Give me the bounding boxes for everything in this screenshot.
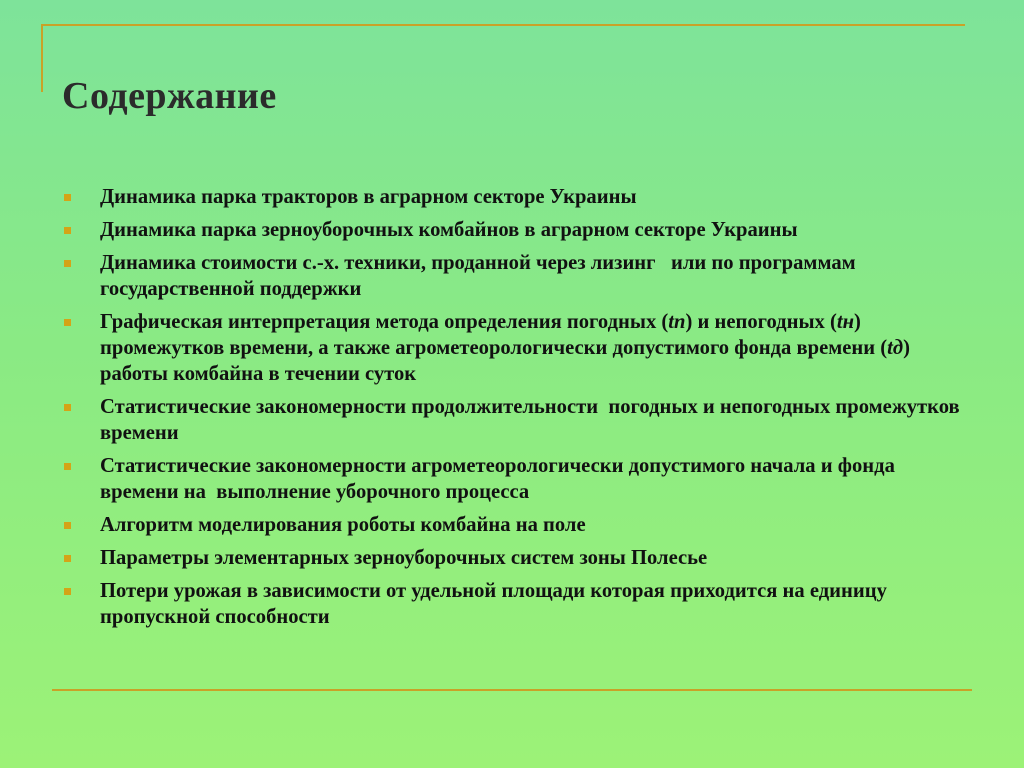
item-text: ) промежутков времени, а также агрометеорологически допустимого фонда времени ( [100,311,888,359]
slide-title: Содержание [62,75,277,117]
list-item [62,545,962,571]
square-bullet-icon [64,260,71,267]
list-item [62,309,962,387]
top-divider-line [41,24,965,26]
left-divider-line [41,24,43,92]
italic-symbol: tн [836,311,854,333]
square-bullet-icon [64,555,71,562]
square-bullet-icon [64,319,71,326]
square-bullet-icon [64,588,71,595]
item-text: Графическая интерпретация метода определения погодных ( [100,311,669,333]
list-item [62,394,965,446]
list-item [62,250,962,302]
item-text: Параметры элементарных зерноуборочных систем зоны Полесье [100,547,708,569]
list-item [62,512,962,538]
square-bullet-icon [64,404,71,411]
item-text: Статистические закономерности агрометеорологически допустимого начала и фонда времени на выполнение уборочного процесса [100,455,901,503]
bottom-divider-line [52,689,972,691]
list-item [62,578,962,630]
item-text: ) и непогодных ( [685,311,837,333]
item-text: Потери урожая в зависимости от удельной площади которая приходится на единицу пропускной способности [100,580,893,628]
item-text: Алгоритм моделирования роботы комбайна на поле [100,514,586,536]
list-item [62,184,962,210]
square-bullet-icon [64,463,71,470]
square-bullet-icon [64,522,71,529]
list-item [62,217,962,243]
square-bullet-icon [64,194,71,201]
contents-list [62,184,965,637]
italic-symbol: tд [887,337,904,359]
item-text: ) работы комбайна в течении суток [100,337,916,385]
item-text: Динамика стоимости с.-х. техники, проданной через лизинг или по программам государственной поддержки [100,252,861,300]
item-text: Статистические закономерности продолжительности погодных и непогодных промежутков времени [100,396,965,444]
item-text: Динамика парка зерноуборочных комбайнов в аграрном секторе Украины [100,219,798,241]
italic-symbol: tп [668,311,686,333]
item-text: Динамика парка тракторов в аграрном секторе Украины [100,186,637,208]
list-item [62,453,962,505]
square-bullet-icon [64,227,71,234]
